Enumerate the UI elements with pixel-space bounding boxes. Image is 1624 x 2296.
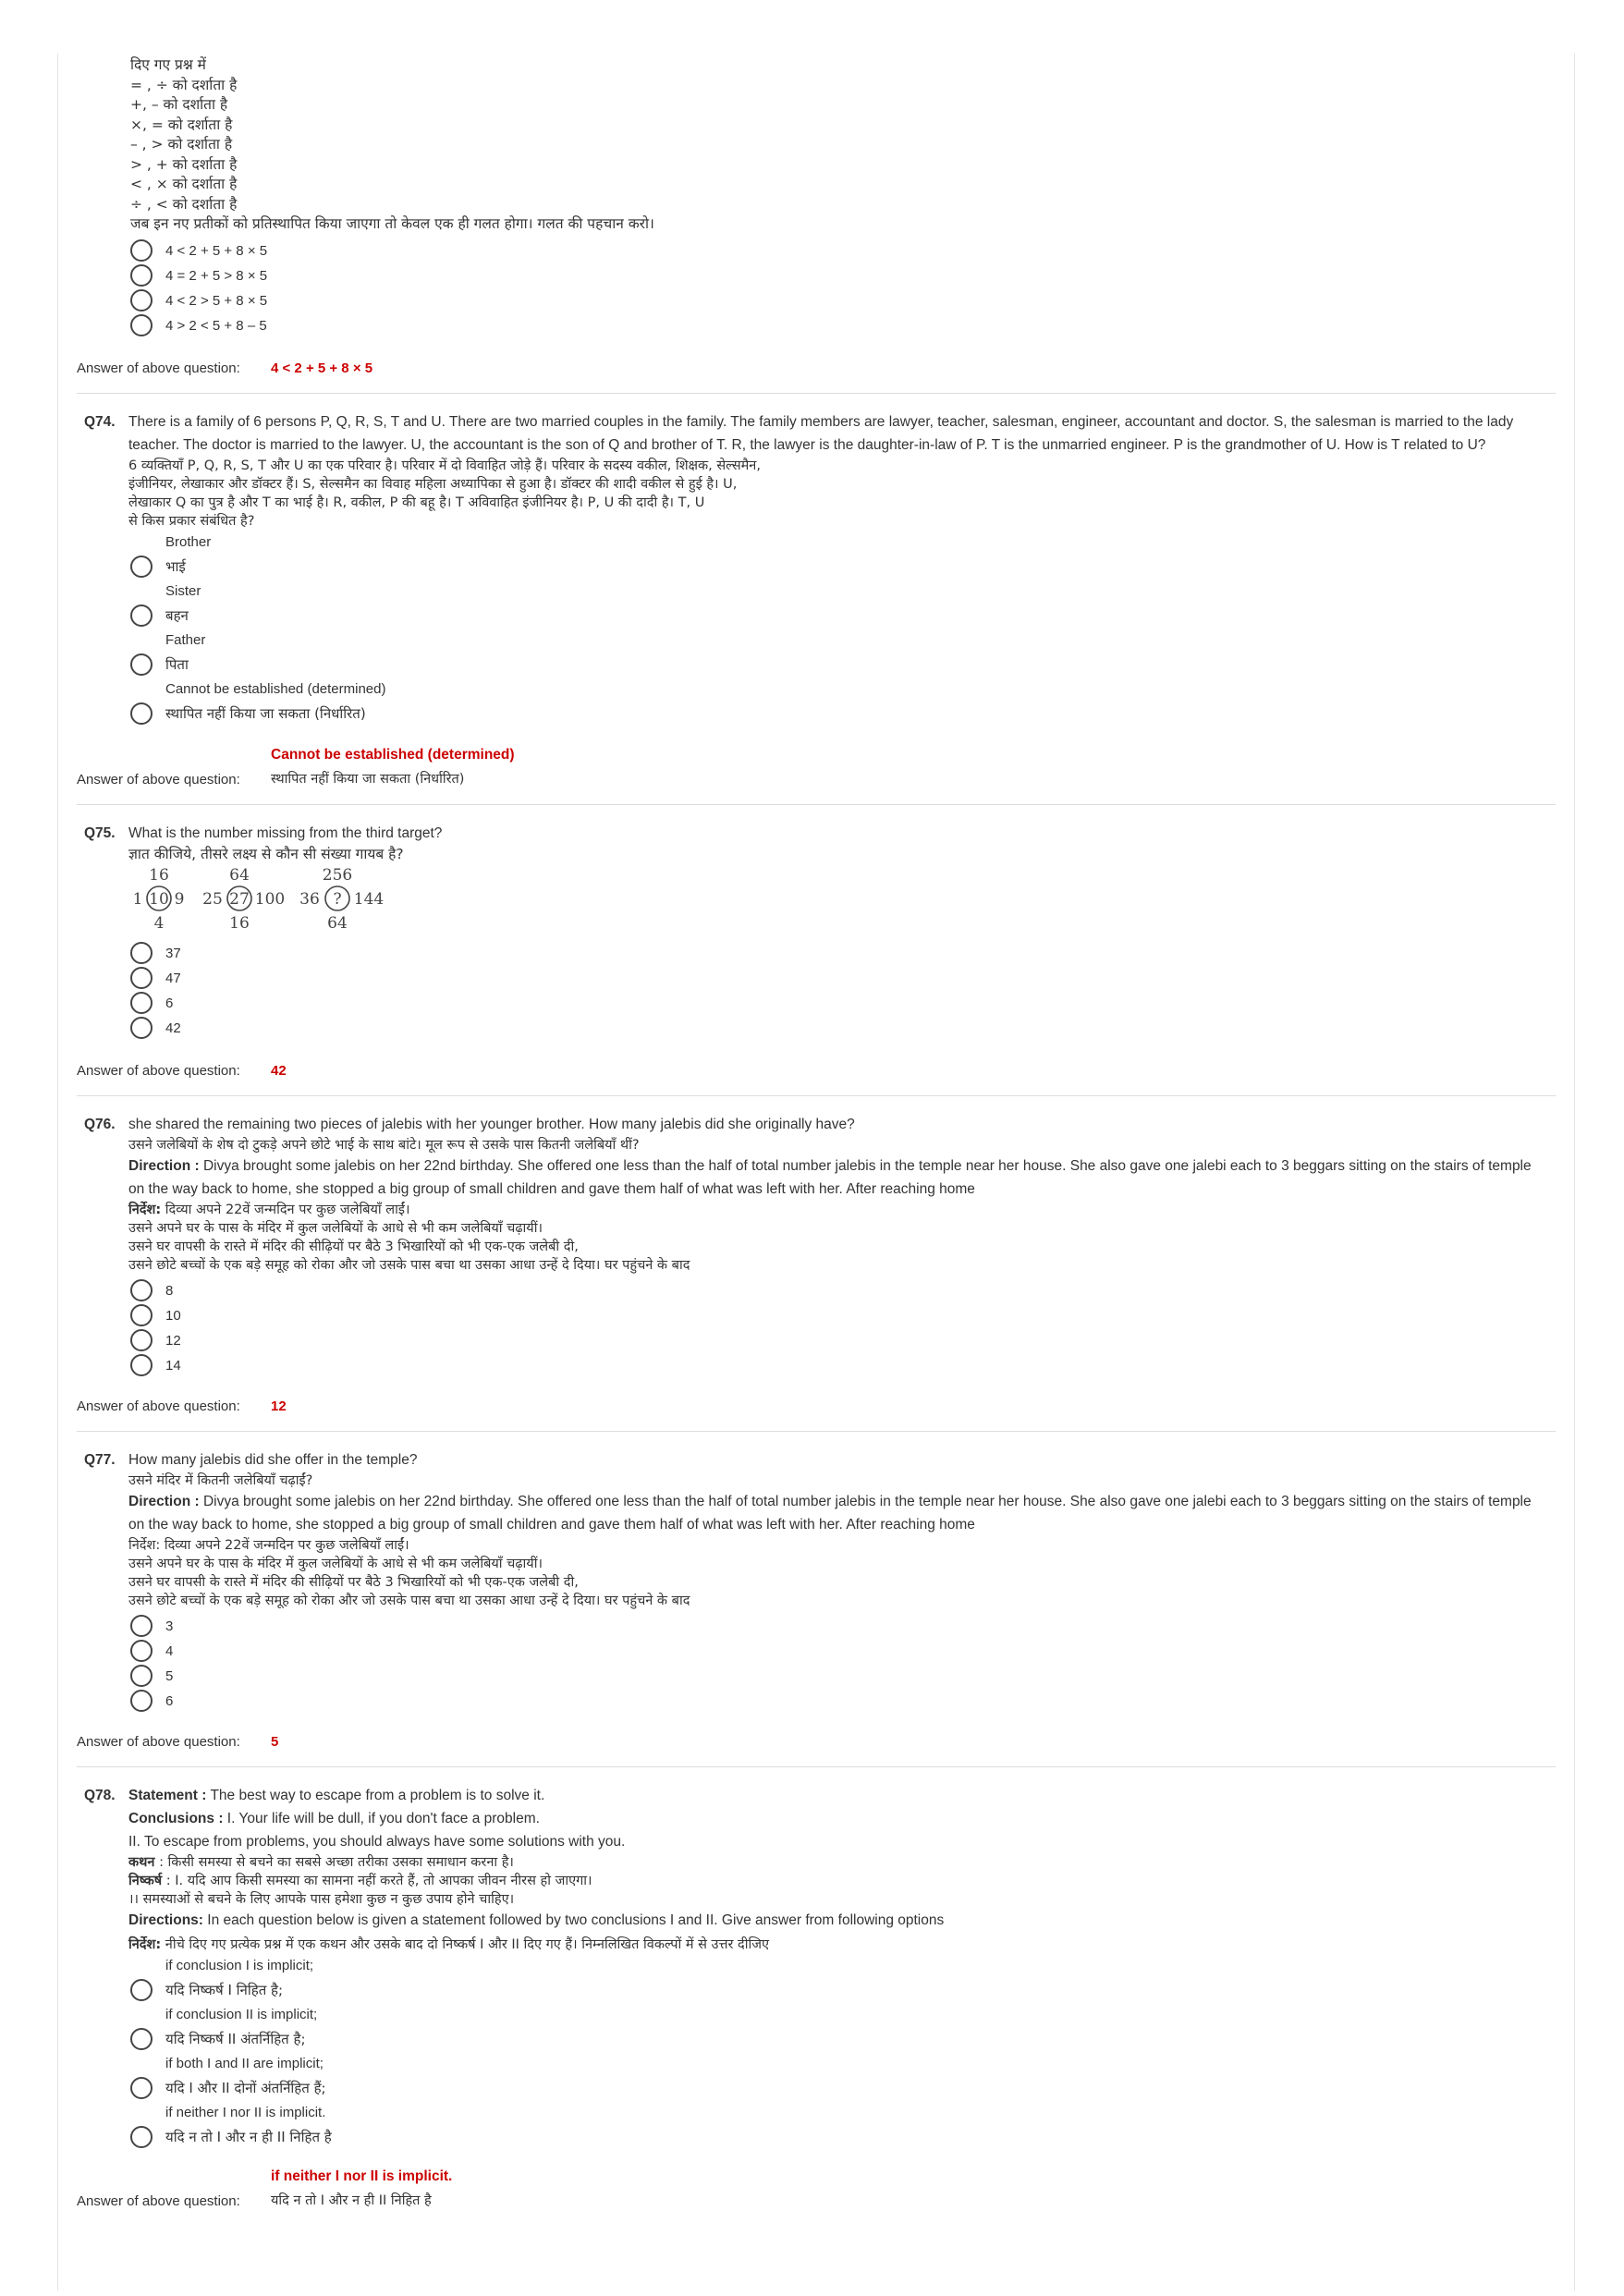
answer-value: 5 (271, 1733, 279, 1750)
radio-button[interactable] (130, 605, 153, 627)
question-text-en: How many jalebis did she offer in the temple? (128, 1451, 418, 1468)
option-label: 5 (165, 1667, 174, 1684)
hi-line: : किसी समस्या से बचने का सबसे अच्छा तरीका उसका समाधान करना है। (159, 1854, 514, 1870)
option-label: 14 (165, 1357, 181, 1374)
radio-button[interactable] (130, 2077, 153, 2099)
option[interactable] (130, 288, 1556, 313)
option-label: 6 (165, 1692, 174, 1709)
option[interactable] (130, 1303, 1556, 1328)
q78-options (130, 1954, 1556, 2150)
hi-line: 6 व्यक्तियाँ P, Q, R, S, T और U का एक परिवार है। परिवार में दो विवाहित जोड़े हैं। परिवार के सदस्य वकील, शिक्षक, सेल्समैन, (128, 458, 761, 473)
q75-options (130, 941, 1556, 1041)
option[interactable] (130, 531, 1556, 580)
answer-row (77, 2191, 1556, 2209)
answer-value-en: Cannot be established (determined) (271, 746, 515, 763)
direction-hi (128, 1536, 1545, 1610)
option[interactable] (130, 1328, 1556, 1353)
option-label: 42 (165, 1020, 181, 1036)
answer-row (77, 360, 1556, 376)
option-label: 3 (165, 1618, 174, 1634)
option-label-hi: भाई (165, 558, 186, 575)
divider (77, 1431, 1556, 1432)
option-label: 37 (165, 945, 181, 961)
question-text-hi (128, 457, 1545, 531)
t1-top: 16 (149, 866, 169, 885)
t1-center: 10 (149, 889, 169, 909)
option-label: 47 (165, 970, 181, 986)
radio-button[interactable] (130, 1354, 153, 1376)
option-label: 4 = 2 + 5 > 8 × 5 (165, 267, 268, 284)
divider (77, 393, 1556, 394)
option-label-en: if neither I nor II is implicit. (165, 2104, 326, 2120)
radio-button[interactable] (130, 1640, 153, 1662)
option-label: 10 (165, 1307, 181, 1324)
option[interactable] (130, 238, 1556, 263)
option[interactable] (130, 263, 1556, 288)
answer-label: Answer of above question: (77, 771, 240, 788)
option-label: 4 < 2 + 5 + 8 × 5 (165, 242, 268, 259)
option[interactable] (130, 1614, 1556, 1639)
radio-button[interactable] (130, 2028, 153, 2050)
question-text-hi: उसने मंदिर में कितनी जलेबियाँ चढ़ाईं? (128, 1472, 313, 1488)
directions-hi (128, 1936, 1545, 1954)
page-frame (57, 54, 1575, 2290)
option[interactable] (130, 1016, 1556, 1041)
option-label-en: if conclusion II is implicit; (165, 2006, 318, 2022)
option-label-hi: यदि I और II दोनों अंतर्निहित हैं; (165, 2080, 326, 2096)
option-label-en: Brother (165, 533, 212, 550)
question-number: Q74. (84, 413, 116, 430)
direction-hi (128, 1201, 1545, 1275)
answer-label: Answer of above question: (77, 1398, 240, 1414)
t2-center: 27 (229, 889, 250, 909)
question-text-en: There is a family of 6 persons P, Q, R, S, T and U. There are two married couples in the family. The family members are lawyer, teacher, salesman, engineer, accountant and doctor. S, the salesman is married to the lady teacher. The doctor is married to the lawyer. U, the accountant is the son of Q and brother of T. R, the lawyer is the daughter-in-law of P. T is the unmarried engineer. P is the grandmother of U. How is T related to U? (128, 413, 1514, 453)
hi-line: इंजीनियर, लेखाकार और डॉक्टर हैं। S, सेल्समैन का विवाह महिला अध्यापिका से हुआ है। डॉक्टर की शादी वकील से हुई है। U, (128, 476, 738, 492)
conclusion-1 (128, 1807, 1545, 1830)
directions-en (128, 1909, 1545, 1932)
radio-button[interactable] (130, 1304, 153, 1326)
radio-button[interactable] (130, 556, 153, 578)
hi-line: : I. यदि आप किसी समस्या का सामना नहीं करते हैं, तो आपका जीवन नीरस हो जाएगा। (165, 1873, 592, 1888)
direction-en (128, 1154, 1545, 1201)
radio-button[interactable] (130, 1329, 153, 1351)
option-label: 4 < 2 > 5 + 8 × 5 (165, 292, 268, 309)
option-label: 4 > 2 < 5 + 8 – 5 (165, 317, 267, 334)
option[interactable] (130, 966, 1556, 991)
question-number: Q76. (84, 1116, 116, 1132)
hi-line: निर्देश: दिव्या अपने 22वें जन्मदिन पर कुछ जलेबियाँ लाईं। (128, 1537, 409, 1553)
option-label-en: Sister (165, 582, 201, 599)
option[interactable] (130, 2101, 1556, 2150)
t3-bottom: 64 (327, 913, 348, 932)
option-label: 6 (165, 995, 174, 1011)
option[interactable] (130, 678, 1556, 727)
q73-line: दिए गए प्रश्न में (130, 56, 206, 73)
direction-label: Direction : (128, 1493, 200, 1509)
hi-line: उसने घर वापसी के रास्ते में मंदिर की सीढ़ियों पर बैठे 3 भिखारियों को भी एक-एक जलेबी दी, (128, 1574, 579, 1590)
option-label-hi: पिता (165, 656, 189, 673)
question-text-en: What is the number missing from the third target? (128, 824, 443, 841)
q76-options (130, 1278, 1556, 1378)
question-73 (77, 54, 1556, 376)
divider (77, 804, 1556, 805)
radio-button[interactable] (130, 1615, 153, 1637)
radio-button[interactable] (130, 1665, 153, 1687)
answer-label: Answer of above question: (77, 360, 240, 376)
hi-line: उसने अपने घर के पास के मंदिर में कुल जलेबियों के आधे से भी कम जलेबियाँ चढ़ायीं। (128, 1556, 543, 1571)
radio-button[interactable] (130, 1979, 153, 2001)
question-paper (77, 54, 1556, 2209)
radio-button[interactable] (130, 2126, 153, 2148)
option-label: 8 (165, 1282, 174, 1299)
radio-button[interactable] (130, 942, 153, 964)
option[interactable] (130, 2003, 1556, 2052)
q77-options (130, 1614, 1556, 1714)
hi-statement-label: कथन (128, 1854, 155, 1870)
direction-en (128, 1490, 1545, 1536)
question-75 (77, 822, 1556, 1079)
option[interactable] (130, 580, 1556, 629)
answer-value: 12 (271, 1398, 287, 1414)
target-figure (128, 867, 1545, 939)
hi-directions-text: नीचे दिए गए प्रत्येक प्रश्न में एक कथन और उसके बाद दो निष्कर्ष I और II दिए गए हैं। निम्नलिखित विकल्पों में से उत्तर दीजिए (165, 1936, 769, 1952)
question-76 (77, 1113, 1556, 1414)
t2-top: 64 (229, 866, 250, 885)
q73-hindi-lines (130, 55, 1556, 235)
question-78 (77, 1784, 1556, 2209)
direction-text: Divya brought some jalebis on her 22nd birthday. She offered one less than the half of total number jalebis in the temple near her house. She also gave one jalebi each to 3 beggars sitting on the stairs of temple on the way back to home, she stopped a big group of small children and gave them half of what was left with her. After reaching home (128, 1157, 1532, 1197)
radio-button[interactable] (130, 264, 153, 287)
radio-button[interactable] (130, 1690, 153, 1712)
t3-right: 144 (353, 889, 385, 909)
t2-bottom: 16 (229, 913, 250, 932)
option[interactable] (130, 629, 1556, 678)
statement-text: The best way to escape from a problem is to solve it. (210, 1787, 545, 1803)
conclusions-label: Conclusions : (128, 1810, 224, 1826)
radio-button[interactable] (130, 1017, 153, 1039)
option-label: 4 (165, 1643, 174, 1659)
question-74 (77, 410, 1556, 788)
option-label-hi: स्थापित नहीं किया जा सकता (निर्धारित) (165, 705, 366, 722)
option-label-hi: यदि न तो I और न ही II निहित है (165, 2129, 332, 2145)
t1-bottom: 4 (153, 913, 165, 932)
radio-button[interactable] (130, 702, 153, 725)
option[interactable] (130, 313, 1556, 338)
q73-line: ×, = को दर्शाता है (130, 116, 233, 133)
answer-row (77, 1063, 1556, 1079)
radio-button[interactable] (130, 239, 153, 262)
option[interactable] (130, 1278, 1556, 1303)
hi-directions-label: निर्देश: (128, 1936, 162, 1952)
answer-label: Answer of above question: (77, 2192, 240, 2209)
conclusion-2: II. To escape from problems, you should always have some solutions with you. (128, 1833, 626, 1850)
question-77 (77, 1448, 1556, 1750)
t3-top: 256 (322, 866, 353, 885)
option[interactable] (130, 941, 1556, 966)
hi-line: से किस प्रकार संबंधित है? (128, 513, 255, 529)
option-label-en: Father (165, 631, 206, 648)
direction-text: Divya brought some jalebis on her 22nd birthday. She offered one less than the half of total number jalebis in the temple near her house. She also gave one jalebi each to 3 beggars sitting on the stairs of temple on the way back to home, she stopped a big group of small children and gave them half of what was left with her. After reaching home (128, 1493, 1532, 1533)
answer-value-en: if neither I nor II is implicit. (271, 2168, 453, 2184)
q73-line: जब इन नए प्रतीकों को प्रतिस्थापित किया जाएगा तो केवल एक ही गलत होगा। गलत की पहचान करो। (130, 215, 654, 232)
direction-hi-label: निर्देश: (128, 1202, 162, 1217)
hi-line: ।। समस्याओं से बचने के लिए आपके पास हमेशा कुछ न कुछ उपाय होने चाहिए। (128, 1891, 515, 1907)
radio-button[interactable] (130, 289, 153, 311)
answer-value: 4 < 2 + 5 + 8 × 5 (271, 360, 373, 376)
option[interactable] (130, 1353, 1556, 1378)
answer-value-hi: स्थापित नहीं किया जा सकता (निर्धारित) (271, 771, 465, 787)
question-text-hi: ज्ञात कीजिये, तीसरे लक्ष्य से कौन सी संख्या गायब है? (128, 845, 404, 862)
statement-label: Statement : (128, 1787, 207, 1803)
t3-center: ? (333, 889, 342, 909)
answer-row (77, 1398, 1556, 1414)
q73-line: < , × को दर्शाता है (130, 176, 238, 192)
option-label-hi: बहन (165, 607, 189, 624)
radio-button[interactable] (130, 314, 153, 336)
t1-left: 1 (132, 889, 143, 909)
q73-line: > , + को दर्शाता है (130, 155, 238, 173)
question-text-hi: उसने जलेबियों के शेष दो टुकड़े अपने छोटे भाई के साथ बांटे। मूल रूप से उसके पास कितनी जलेबियाँ थीं? (128, 1137, 640, 1153)
question-number: Q75. (84, 824, 116, 841)
answer-value-hi: यदि न तो I और न ही II निहित है (271, 2192, 432, 2208)
radio-button[interactable] (130, 653, 153, 676)
option[interactable] (130, 1664, 1556, 1689)
answer-label: Answer of above question: (77, 1062, 240, 1079)
answer-row (77, 769, 1556, 788)
q73-line: ÷ , < को दर्शाता है (130, 195, 238, 213)
answer-label: Answer of above question: (77, 1733, 240, 1750)
q73-line: +, – को दर्शाता है (130, 96, 228, 113)
option[interactable] (130, 1954, 1556, 2003)
option-label-en: if both I and II are implicit; (165, 2055, 324, 2071)
option-label-en: if conclusion I is implicit; (165, 1957, 314, 1973)
targets-diagram (128, 867, 424, 932)
hi-line: उसने घर वापसी के रास्ते में मंदिर की सीढ़ियों पर बैठे 3 भिखारियों को भी एक-एक जलेबी दी, (128, 1239, 579, 1254)
answer-row (77, 1734, 1556, 1750)
t2-left: 25 (202, 889, 223, 909)
option[interactable] (130, 2052, 1556, 2101)
option-label-en: Cannot be established (determined) (165, 680, 386, 697)
option[interactable] (130, 1639, 1556, 1664)
radio-button[interactable] (130, 967, 153, 989)
question-text-en: she shared the remaining two pieces of jalebis with her younger brother. How many jalebis did she originally have? (128, 1116, 855, 1132)
directions-label: Directions: (128, 1911, 203, 1928)
divider (77, 1766, 1556, 1767)
statement-hi (128, 1853, 1545, 1909)
q74-options (130, 531, 1556, 727)
statement (128, 1784, 1545, 1807)
hi-line: दिव्या अपने 22वें जन्मदिन पर कुछ जलेबियाँ लाईं। (165, 1202, 410, 1217)
question-number: Q78. (84, 1787, 116, 1803)
hi-conclusion-label: निष्कर्ष (128, 1873, 163, 1888)
hi-line: उसने छोटे बच्चों के एक बड़े समूह को रोका और जो उसके पास बचा था उसका आधा उन्हें दे दिया। घर पहुंचने के बाद (128, 1257, 690, 1273)
q73-line: – , > को दर्शाता है (130, 136, 233, 153)
hi-line: उसने छोटे बच्चों के एक बड़े समूह को रोका और जो उसके पास बचा था उसका आधा उन्हें दे दिया। घर पहुंचने के बाद (128, 1593, 690, 1608)
question-number: Q77. (84, 1451, 116, 1468)
option-label-hi: यदि निष्कर्ष II अंतर्निहित है; (165, 2031, 306, 2047)
hi-line: लेखाकार Q का पुत्र है और T का भाई है। R, वकील, P की बहू है। T अविवाहित इंजीनियर है। P, U की दादी है। T, U (128, 495, 705, 510)
conclusion-text: I. Your life will be dull, if you don't face a problem. (226, 1810, 540, 1826)
option[interactable] (130, 991, 1556, 1016)
t1-right: 9 (174, 889, 185, 909)
t2-right: 100 (254, 889, 286, 909)
option-label: 12 (165, 1332, 181, 1349)
radio-button[interactable] (130, 992, 153, 1014)
divider (77, 1095, 1556, 1096)
q73-line: = , ÷ को दर्शाता है (130, 76, 238, 93)
q73-options (130, 238, 1556, 338)
directions-text: In each question below is given a statement followed by two conclusions I and II. Give answer from following options (207, 1911, 945, 1928)
option[interactable] (130, 1689, 1556, 1714)
hi-line: उसने अपने घर के पास के मंदिर में कुल जलेबियों के आधे से भी कम जलेबियाँ चढ़ायीं। (128, 1220, 543, 1236)
direction-label: Direction : (128, 1157, 200, 1174)
t3-left: 36 (299, 889, 320, 909)
option-label-hi: यदि निष्कर्ष I निहित है; (165, 1982, 284, 1998)
radio-button[interactable] (130, 1279, 153, 1301)
answer-value: 42 (271, 1062, 287, 1079)
